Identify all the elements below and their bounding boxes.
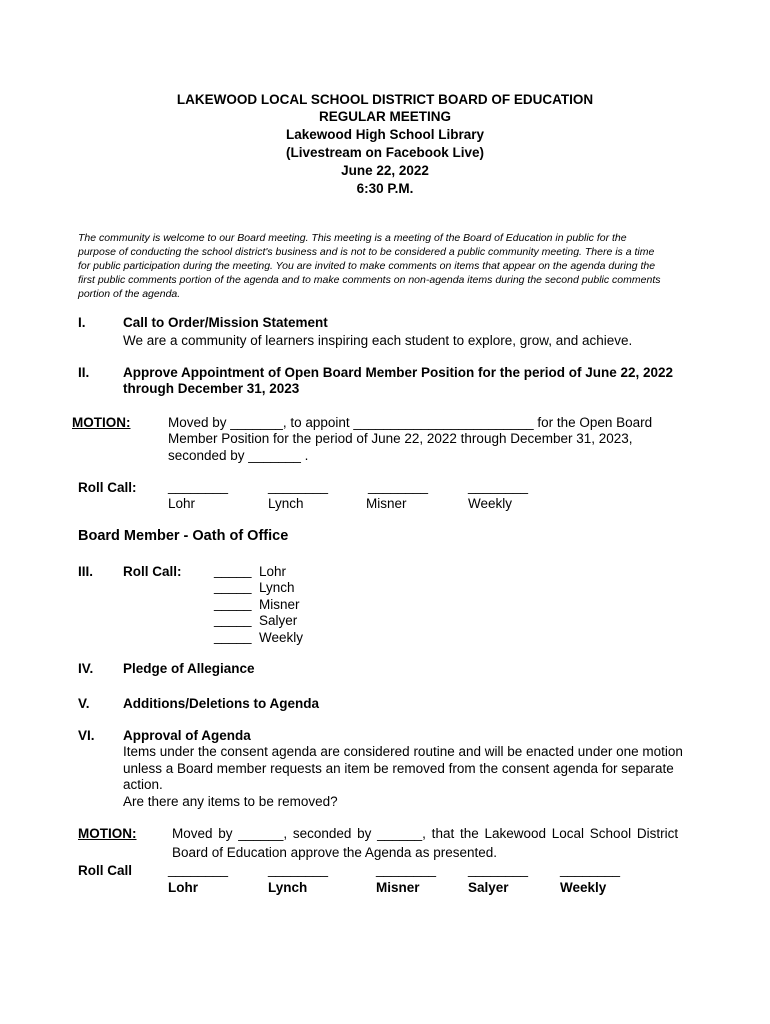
member-name: Lohr bbox=[259, 564, 287, 579]
section-5-title: Additions/Deletions to Agenda bbox=[123, 696, 320, 711]
member-name: Weekly bbox=[560, 880, 607, 895]
vote-blank: ________ bbox=[560, 862, 621, 877]
section-5-number: V. bbox=[78, 696, 90, 711]
roll-call-1-label: Roll Call: bbox=[78, 480, 137, 495]
member-name: Lynch bbox=[268, 496, 304, 511]
vote-blank: _____ bbox=[214, 596, 252, 611]
oath-heading: Board Member - Oath of Office bbox=[78, 528, 289, 544]
member-name: Lynch bbox=[268, 880, 308, 895]
title-date: June 22, 2022 bbox=[341, 163, 429, 178]
vote-blank: _____ bbox=[214, 579, 252, 594]
vote-blank: ________ bbox=[168, 862, 229, 877]
motion-1-line: Member Position for the period of June 22, 2022 through December 31, 2023, bbox=[168, 431, 633, 446]
motion-1-line: seconded by _______ . bbox=[168, 448, 309, 463]
intro-line: first public comments portion of the agenda and to make comments on non-agenda items during the second public comments bbox=[78, 274, 661, 286]
section-6-number: VI. bbox=[78, 728, 95, 743]
mission-statement: We are a community of learners inspiring each student to explore, grow, and achieve. bbox=[123, 333, 633, 348]
title-livestream: (Livestream on Facebook Live) bbox=[285, 145, 485, 160]
vote-blank: ________ bbox=[468, 479, 529, 494]
section-2-number: II. bbox=[78, 365, 90, 380]
motion-2-line: Board of Education approve the Agenda as presented. bbox=[172, 845, 497, 860]
roll-call-3-label: Roll Call: bbox=[123, 564, 182, 579]
member-name: Lynch bbox=[259, 580, 295, 595]
title-location: Lakewood High School Library bbox=[285, 127, 485, 142]
member-name: Salyer bbox=[259, 613, 298, 628]
vote-blank: ________ bbox=[268, 862, 329, 877]
vote-blank: ________ bbox=[468, 862, 529, 877]
member-name: Misner bbox=[259, 597, 300, 612]
member-name: Misner bbox=[376, 880, 420, 895]
consent-agenda-line: Items under the consent agenda are considered routine and will be enacted under one motion bbox=[123, 744, 683, 759]
intro-paragraph bbox=[78, 231, 698, 301]
vote-blank: _____ bbox=[214, 629, 252, 644]
consent-agenda-line: action. bbox=[123, 777, 163, 792]
roll-call-2-label: Roll Call bbox=[78, 863, 133, 878]
consent-agenda-paragraph bbox=[123, 744, 699, 810]
vote-blank: ________ bbox=[168, 479, 229, 494]
intro-line: purpose of conducting the school district's business and is not to be considered a public community meeting. There is a time bbox=[78, 246, 655, 258]
section-1-number: I. bbox=[78, 315, 86, 330]
vote-blank: _____ bbox=[214, 563, 252, 578]
member-name: Lohr bbox=[168, 880, 198, 895]
motion-2-label: MOTION: bbox=[78, 826, 137, 841]
intro-line: The community is welcome to our Board meeting. This meeting is a meeting of the Board of Education in public for the bbox=[78, 232, 627, 244]
title-district: LAKEWOOD LOCAL SCHOOL DISTRICT BOARD OF EDUCATION bbox=[176, 92, 594, 107]
vote-blank: ________ bbox=[368, 479, 429, 494]
consent-agenda-line: Are there any items to be removed? bbox=[123, 793, 338, 809]
motion-1-line: Moved by _______, to appoint ________________________ for the Open Board bbox=[168, 415, 653, 430]
title-time: 6:30 P.M. bbox=[356, 181, 414, 196]
section-2-title-cont: through December 31, 2023 bbox=[123, 381, 300, 396]
section-3-number: III. bbox=[78, 564, 94, 579]
motion-1-label: MOTION: bbox=[72, 415, 131, 430]
vote-blank: _____ bbox=[214, 612, 252, 627]
title-meeting-type: REGULAR MEETING bbox=[318, 109, 451, 124]
vote-blank: ________ bbox=[376, 862, 437, 877]
section-1-title: Call to Order/Mission Statement bbox=[123, 315, 328, 330]
member-name: Salyer bbox=[468, 880, 509, 895]
section-6-title: Approval of Agenda bbox=[123, 728, 251, 743]
motion-2-line: Moved by ______, seconded by ______, that the Lakewood Local School District bbox=[172, 826, 679, 841]
intro-line: for public participation during the meeting. You are invited to make comments on items that appear on the agenda during the bbox=[78, 260, 656, 272]
member-name: Misner bbox=[366, 496, 407, 511]
section-4-number: IV. bbox=[78, 661, 94, 676]
intro-line: portion of the agenda. bbox=[78, 288, 181, 300]
section-2-title: Approve Appointment of Open Board Member Position for the period of June 22, 2022 bbox=[123, 365, 674, 380]
member-name: Weekly bbox=[259, 630, 304, 645]
vote-blank: ________ bbox=[268, 479, 329, 494]
consent-agenda-line: unless a Board member requests an item be removed from the consent agenda for separate bbox=[123, 760, 674, 776]
section-4-title: Pledge of Allegiance bbox=[123, 661, 255, 676]
member-name: Weekly bbox=[468, 496, 513, 511]
member-name: Lohr bbox=[168, 496, 196, 511]
